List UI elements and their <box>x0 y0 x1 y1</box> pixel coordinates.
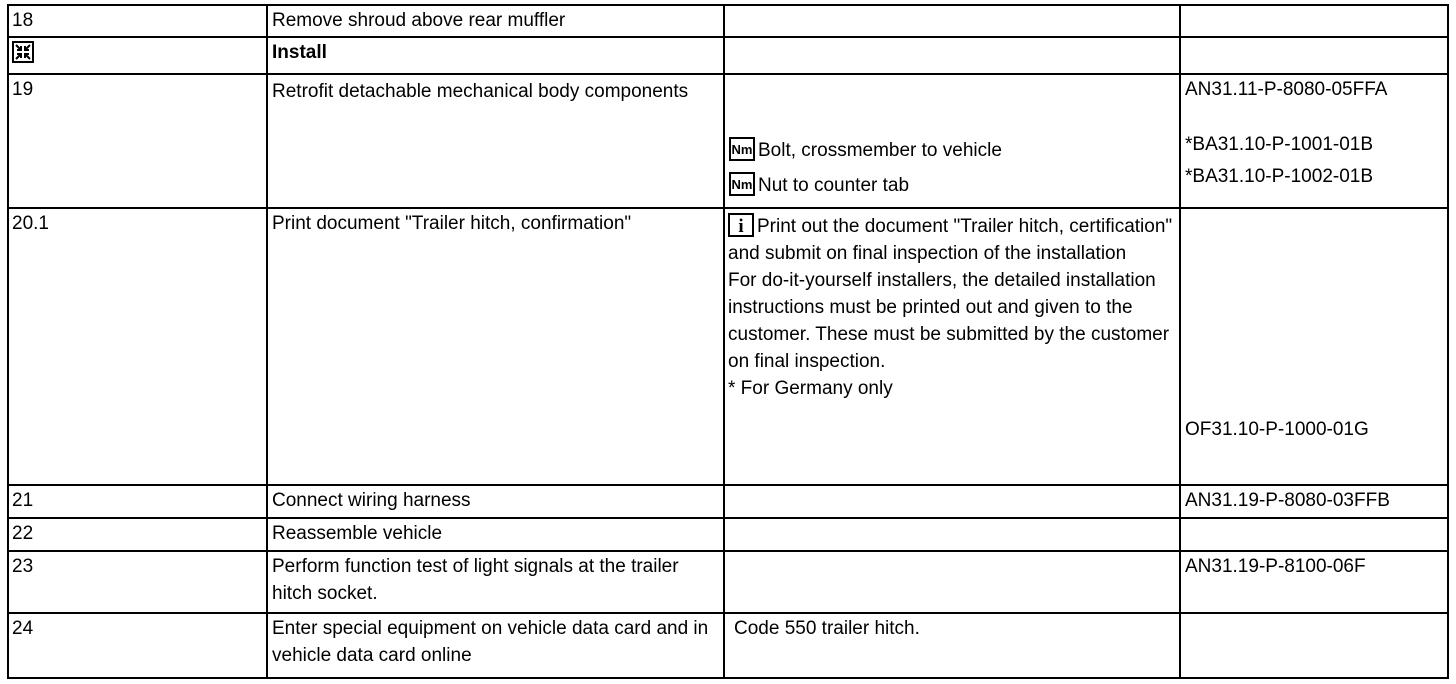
info-note-text: Print out the document "Trailer hitch, certification" and submit on final inspection of the installation <box>728 215 1173 264</box>
info-note-text: For do-it-yourself installers, the detailed installation instructions must be printed out and given to the customer. These must be submitted by the customer on final inspection. <box>728 269 1170 372</box>
torque-text: Nut to counter tab <box>758 174 910 196</box>
notes-cell <box>724 518 1180 551</box>
table-row <box>8 5 1448 37</box>
info-icon-label: i <box>738 215 744 237</box>
torque-text: Bolt, crossmember to vehicle <box>758 139 1002 161</box>
torque-item <box>729 170 1175 202</box>
activity-cell: Reassemble vehicle <box>267 518 724 551</box>
info-note-text: * For Germany only <box>728 377 893 399</box>
procedure-table <box>7 4 1449 679</box>
reference-cell <box>1180 74 1448 208</box>
reference-code: AN31.11-P-8080-05FFA <box>1185 78 1388 100</box>
notes-cell <box>724 37 1180 73</box>
table-row <box>8 551 1448 613</box>
table-row <box>8 613 1448 678</box>
info-icon <box>728 213 752 235</box>
notes-cell <box>724 74 1180 208</box>
torque-item <box>729 135 1175 167</box>
reference-cell <box>1180 208 1448 486</box>
table-row <box>8 485 1448 517</box>
torque-icon-label: Nm <box>731 141 753 157</box>
reference-code: *BA31.10-P-1001-01B <box>1185 133 1374 155</box>
table-row <box>8 208 1448 486</box>
step-number: 20.1 <box>8 208 267 486</box>
reference-cell <box>1180 5 1448 37</box>
notes-cell <box>724 5 1180 37</box>
info-note <box>728 210 1175 267</box>
reference-cell <box>1180 518 1448 551</box>
table-row <box>8 518 1448 551</box>
torque-icon-label: Nm <box>731 176 753 192</box>
step-number: 18 <box>8 5 267 37</box>
notes-cell: Code 550 trailer hitch. <box>724 613 1180 678</box>
torque-nm-icon <box>729 172 753 194</box>
torque-nm-icon <box>729 137 753 159</box>
step-number: 21 <box>8 485 267 517</box>
step-number: 19 <box>8 74 267 208</box>
reference-code: AN31.19-P-8080-03FFB <box>1180 485 1448 517</box>
reference-code: OF31.10-P-1000-01G <box>1185 418 1369 440</box>
reference-code: *BA31.10-P-1002-01B <box>1185 165 1374 187</box>
install-icon <box>12 41 36 63</box>
step-icon-cell <box>8 37 267 73</box>
activity-cell: Print document "Trailer hitch, confirmation" <box>267 208 724 486</box>
notes-cell <box>724 551 1180 613</box>
section-title: Install <box>267 37 724 73</box>
step-number: 23 <box>8 551 267 613</box>
activity-cell: Remove shroud above rear muffler <box>267 5 724 37</box>
reference-cell <box>1180 37 1448 73</box>
step-number: 22 <box>8 518 267 551</box>
reference-code: AN31.19-P-8100-06F <box>1180 551 1448 613</box>
activity-cell: Connect wiring harness <box>267 485 724 517</box>
activity-cell: Perform function test of light signals at the trailer hitch socket. <box>267 551 724 613</box>
step-number: 24 <box>8 613 267 678</box>
activity-cell: Retrofit detachable mechanical body components <box>267 74 724 208</box>
notes-cell <box>724 485 1180 517</box>
notes-cell <box>724 208 1180 486</box>
table-row <box>8 74 1448 208</box>
table-row <box>8 37 1448 73</box>
activity-cell: Enter special equipment on vehicle data card and in vehicle data card online <box>267 613 724 678</box>
reference-cell <box>1180 613 1448 678</box>
